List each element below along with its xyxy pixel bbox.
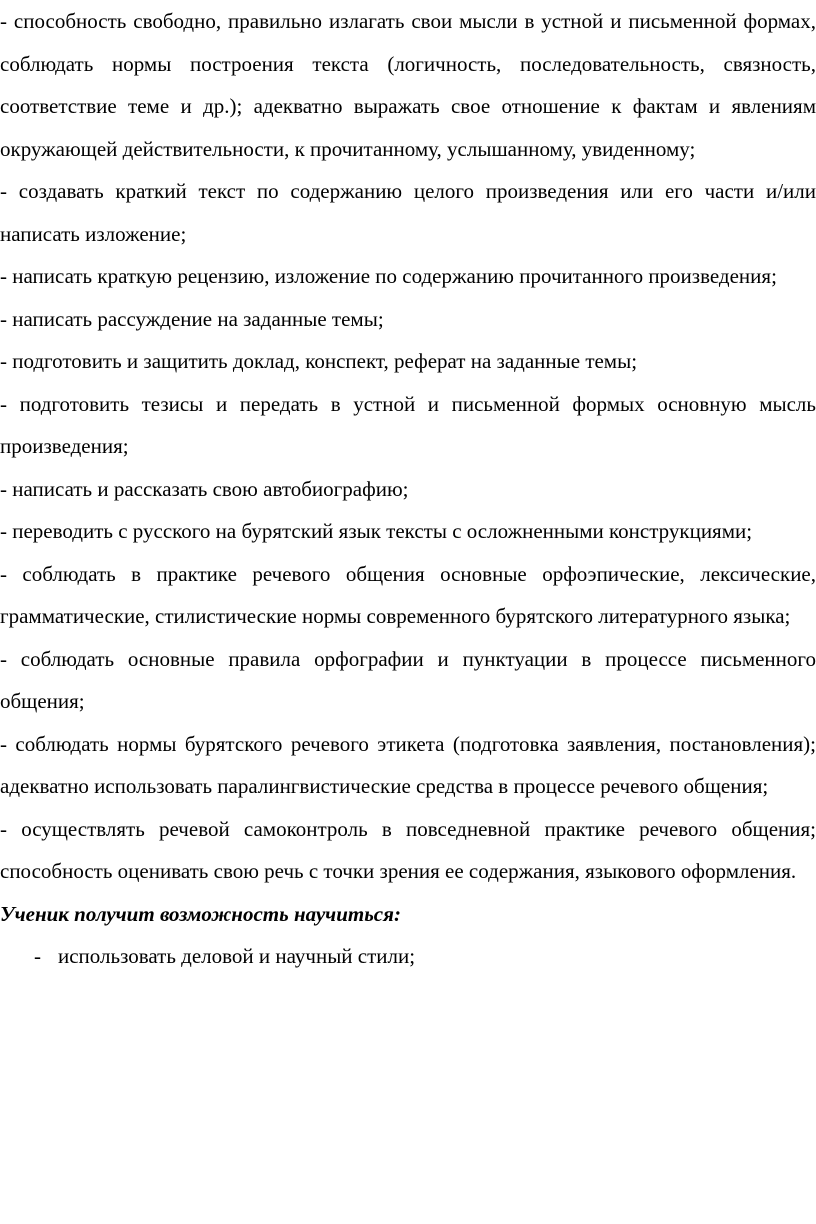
paragraph-reasoning: - написать рассуждение на заданные темы; — [0, 306, 384, 331]
bullet-dash: - — [34, 944, 41, 968]
paragraph-norms: - соблюдать в практике речевого общения основные орфоэпические, лексические, грамматические, стилистические нормы современного бурятского литературного языка; — [0, 561, 816, 628]
paragraph-self-control: - осуществлять речевой самоконтроль в повседневной практике речевого общения; способность оценивать свою речь с точки зрения ее содержания, языкового оформления. — [0, 816, 816, 883]
paragraph-speech-skills: - способность свободно, правильно излагать свои мысли в устной и письменной формах, соблюдать нормы построения текста (логичность, последовательность, связность, соответствие теме и др.); адекватно выражать свое отношение к фактам и явлениям окружающей действительности, к прочитанному, услышанному, увиденному; — [0, 9, 816, 161]
paragraph-report: - подготовить и защитить доклад, конспект, реферат на заданные темы; — [0, 349, 638, 373]
list-item — [0, 935, 816, 978]
paragraph-translate: - переводить с русского на бурятский язык тексты с осложненными конструкциями; — [0, 519, 753, 543]
paragraph-orthography: - соблюдать основные правила орфографии и пунктуации в процессе письменного общения; — [0, 646, 816, 713]
paragraph-autobiography: - написать и рассказать свою автобиографию; — [0, 476, 409, 501]
section-heading: Ученик получит возможность научиться: — [0, 901, 401, 926]
paragraph-theses: - подготовить тезисы и передать в устной и письменной формых основную мысль произведения; — [0, 391, 816, 458]
paragraph-short-text: - создавать краткий текст по содержанию целого произведения или его части и/или написать изложение; — [0, 179, 816, 246]
paragraph-etiquette: - соблюдать нормы бурятского речевого этикета (подготовка заявления, постановления); адекватно использовать паралингвистические средства в процессе речевого общения; — [0, 731, 816, 798]
list-item-text: использовать деловой и научный стили; — [58, 944, 416, 968]
paragraph-review: - написать краткую рецензию, изложение по содержанию прочитанного произведения; — [0, 264, 777, 288]
